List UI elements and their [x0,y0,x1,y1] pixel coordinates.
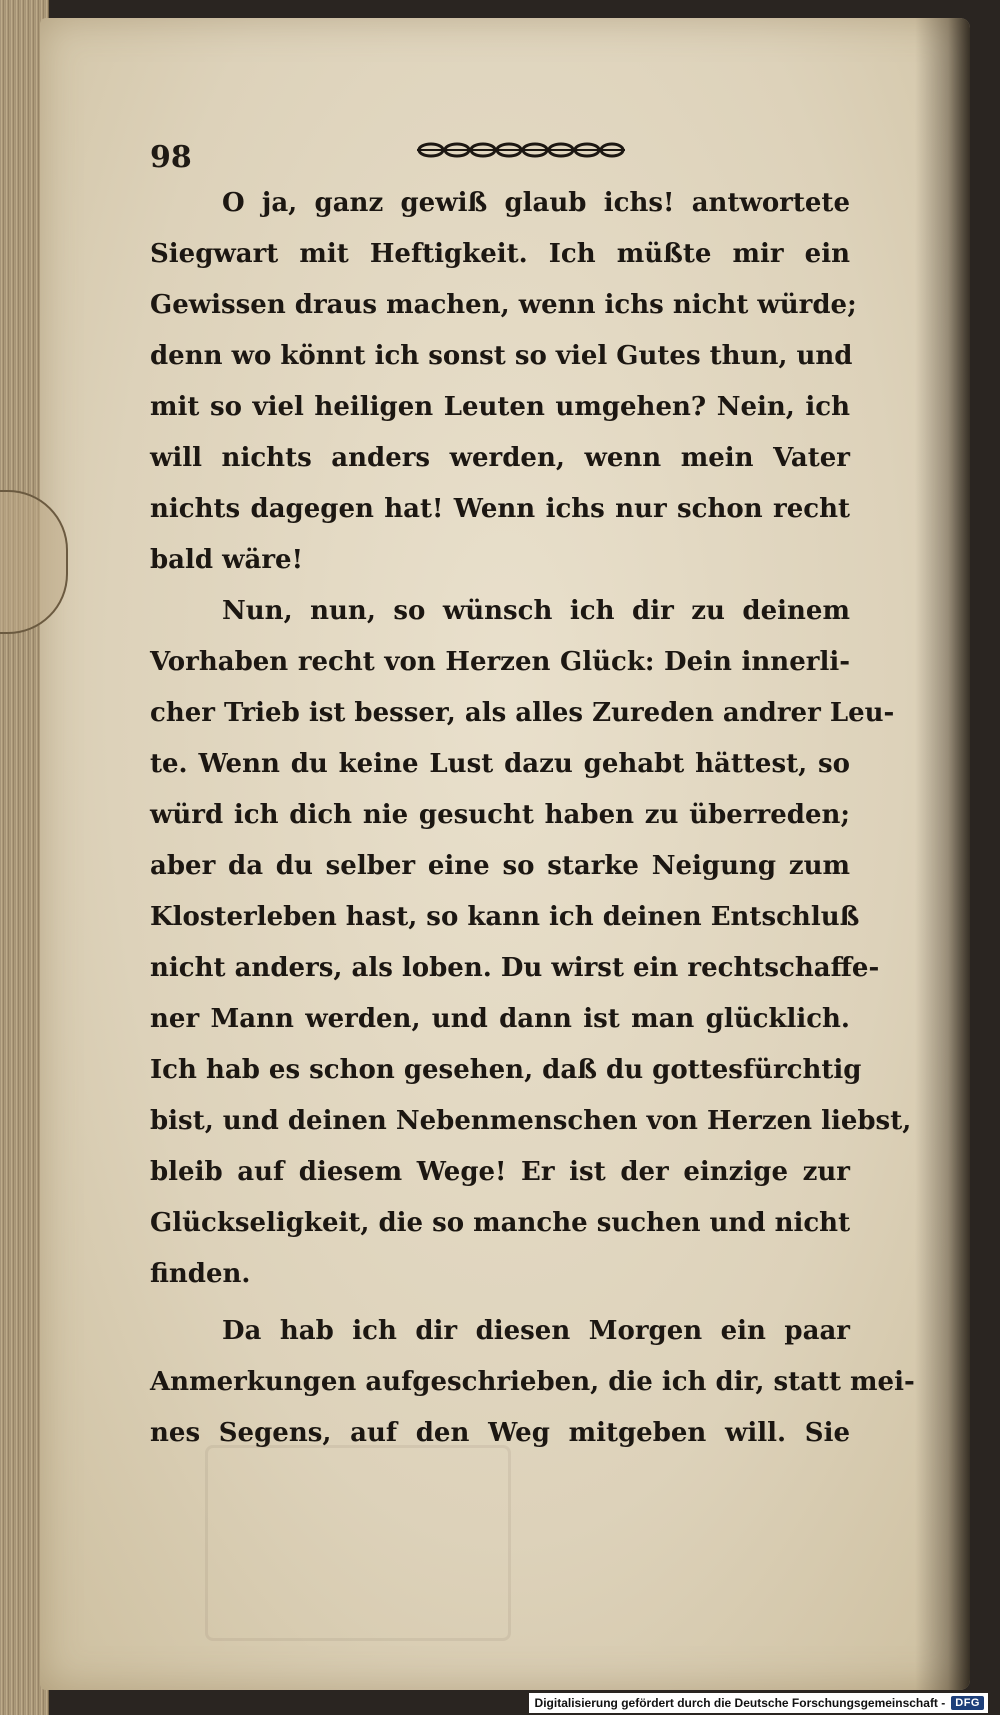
body-text [150,178,915,1459]
text-line: Glückseligkeit, die so manche suchen und nicht [150,1208,851,1238]
text-line: nicht anders, als loben. Du wirst ein rechtschaffe- [150,953,880,983]
text-line: bleib auf diesem Wege! Er ist der einzige zur [150,1157,850,1187]
digitization-footer [529,1693,988,1713]
dfg-logo-icon: DFG [951,1696,984,1710]
text-line: will nichts anders werden, wenn mein Vater [150,443,850,473]
binding-shadow [915,18,970,1690]
text-line: nichts dagegen hat! Wenn ichs nur schon recht [150,494,850,524]
text-line: Gewissen draus machen, wenn ichs nicht würde; [150,290,857,320]
text-line: cher Trieb ist besser, als alles Zureden andrer Leu- [150,698,895,728]
text-line: ner Mann werden, und dann ist man glücklich. [150,1004,850,1034]
text-line: aber da du selber eine so starke Neigung zum [150,851,850,881]
footer-credit: Digitalisierung gefördert durch die Deutsche Forschungsgemeinschaft - [534,1696,946,1710]
text-line: Klosterleben hast, so kann ich deinen Entschluß [150,902,860,932]
text-line: würd ich dich nie gesucht haben zu überreden; [150,800,850,830]
faded-library-stamp [205,1445,511,1641]
text-line: Ich hab es schon gesehen, daß du gottesfürchtig [150,1055,862,1085]
text-line: denn wo könnt ich sonst so viel Gutes thun, und [150,341,853,371]
text-line: Siegwart mit Heftigkeit. Ich müßte mir ein [150,239,850,269]
text-line: O ja, ganz gewiß glaub ichs! antwortete [222,188,850,218]
text-line: Vorhaben recht von Herzen Glück: Dein innerli- [150,647,850,677]
text-line: Da hab ich dir diesen Morgen ein paar [222,1316,850,1346]
text-line: Anmerkungen aufgeschrieben, die ich dir, statt mei- [150,1367,915,1397]
page-number: 98 [150,140,192,175]
decorative-scroll-ornament [415,140,627,160]
text-line: te. Wenn du keine Lust dazu gehabt hättest, so [150,749,850,779]
text-line: Nun, nun, so wünsch ich dir zu deinem [222,596,850,626]
text-line: finden. [150,1259,251,1289]
text-line: bald wäre! [150,545,304,575]
text-line: mit so viel heiligen Leuten umgehen? Nein, ich [150,392,850,422]
text-line: bist, und deinen Nebenmenschen von Herzen liebst, [150,1106,912,1136]
text-line: nes Segens, auf den Weg mitgeben will. Sie [150,1418,850,1448]
